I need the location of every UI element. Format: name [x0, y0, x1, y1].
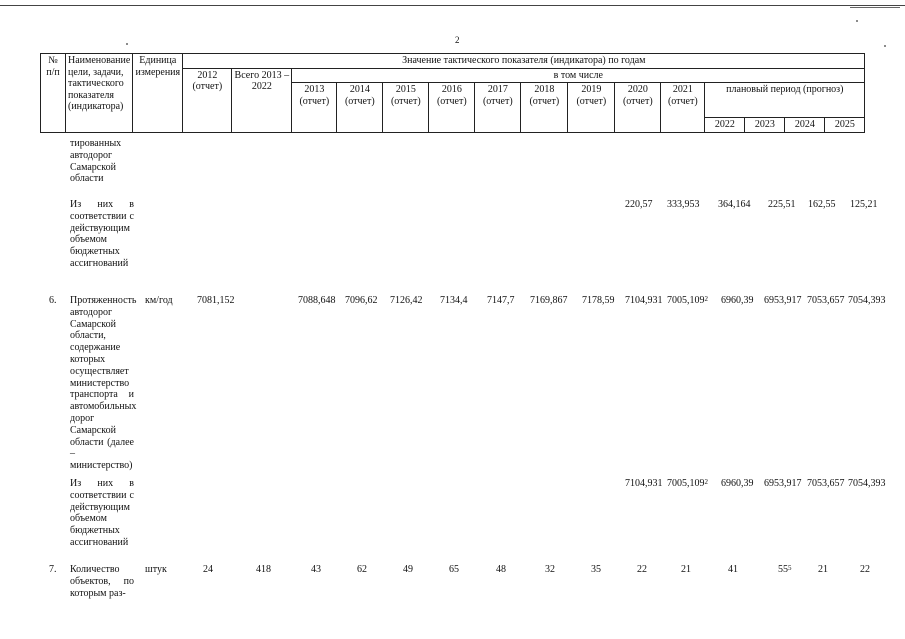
cell-2023: 225,51	[768, 199, 796, 210]
cell-2017: 7147,7	[487, 295, 515, 306]
cell-2023: 6953,917	[764, 478, 802, 489]
cell-2012: 7081,152	[197, 295, 235, 306]
header-plan-2022: 2022	[705, 118, 745, 133]
header-year-2021: 2021 (отчет)	[661, 83, 705, 133]
header-table	[40, 53, 865, 133]
cell-2019: 7178,59	[582, 295, 615, 306]
cell-2024: 21	[818, 564, 828, 575]
header-group: Значение тактического показателя (индикатора) по годам	[183, 54, 865, 69]
row-number: 6.	[49, 295, 57, 306]
cell-2012: 24	[203, 564, 213, 575]
cell-2020: 22	[637, 564, 647, 575]
cell-2013: 43	[311, 564, 321, 575]
cell-2025: 7054,393	[848, 478, 886, 489]
cell-2018: 32	[545, 564, 555, 575]
cell-2021-value: 7005,109	[667, 295, 705, 306]
cell-2021: 21	[681, 564, 691, 575]
cell-2017: 48	[496, 564, 506, 575]
row-name: Количество объектов, по которым раз-	[70, 564, 134, 599]
cell-2020: 7104,931	[625, 295, 663, 306]
cell-2024: 7053,657	[807, 478, 845, 489]
header-plan: плановый период (прогноз)	[705, 83, 865, 118]
header-year-2018: 2018 (отчет)	[521, 83, 568, 133]
header-year-2016: 2016 (отчет)	[429, 83, 475, 133]
cell-2023-value: 55	[778, 564, 788, 575]
cell-2021-value: 7005,109	[667, 478, 705, 489]
header-plan-2023: 2023	[745, 118, 785, 133]
header-plan-2025: 2025	[825, 118, 865, 133]
cell-2023: 6953,917	[764, 295, 802, 306]
cell-2022: 364,164	[718, 199, 751, 210]
cell-2013: 7088,648	[298, 295, 336, 306]
scan-speck	[884, 45, 886, 47]
cell-2022: 6960,39	[721, 478, 754, 489]
scan-speck	[126, 43, 128, 45]
cell-2025: 22	[860, 564, 870, 575]
cell-2023	[778, 564, 792, 576]
cell-2022: 6960,39	[721, 295, 754, 306]
cell-2025: 7054,393	[848, 295, 886, 306]
row-unit: штук	[145, 564, 167, 575]
header-year-2013: 2013 (отчет)	[292, 83, 337, 133]
cell-2014: 62	[357, 564, 367, 575]
cell-2021	[667, 295, 708, 307]
row-name: Из них в соответствии с действующим объемом бюджетных ассигнований	[70, 199, 134, 269]
cell-2015: 49	[403, 564, 413, 575]
header-col-no: № п/п	[41, 54, 66, 133]
row-name: Из них в соответствии с действующим объемом бюджетных ассигнований	[70, 478, 134, 548]
header-2012: 2012 (отчет)	[183, 68, 232, 132]
cell-2020: 220,57	[625, 199, 653, 210]
header-col-unit: Единица измерения	[133, 54, 183, 133]
header-total: Всего 2013 – 2022	[232, 68, 292, 132]
header-table-wrap	[40, 53, 865, 133]
cell-2016: 7134,4	[440, 295, 468, 306]
cell-2018: 7169,867	[530, 295, 568, 306]
footnote-mark: 2	[704, 295, 708, 303]
cell-2025: 125,21	[850, 199, 878, 210]
page-number: 2	[455, 35, 460, 45]
top-rule-right	[850, 7, 900, 8]
cell-2024: 162,55	[808, 199, 836, 210]
cell-total: 418	[256, 564, 271, 575]
cell-2024: 7053,657	[807, 295, 845, 306]
header-year-2014: 2014 (отчет)	[337, 83, 383, 133]
cell-2019: 35	[591, 564, 601, 575]
header-col-name: Наименование цели, задачи, тактического показателя (индикатора)	[66, 54, 133, 133]
cell-2014: 7096,62	[345, 295, 378, 306]
cell-2021: 333,953	[667, 199, 700, 210]
row-unit: км/год	[145, 295, 173, 306]
row-number: 7.	[49, 564, 57, 575]
row-name: Протяженность автодорог Самарской области, содержание которых осуществляет министерство транспорта и автомобильных дорог Самарской области (далее – министерство)	[70, 295, 137, 472]
row-name: тированных автодорог Самарской области	[70, 138, 122, 185]
header-year-2019: 2019 (отчет)	[568, 83, 615, 133]
cell-2021	[667, 478, 708, 490]
header-year-2017: 2017 (отчет)	[475, 83, 521, 133]
top-rule	[0, 5, 905, 6]
cell-2022: 41	[728, 564, 738, 575]
cell-2015: 7126,42	[390, 295, 423, 306]
header-plan-2024: 2024	[785, 118, 825, 133]
footnote-mark: 2	[704, 478, 708, 486]
scan-speck	[856, 20, 858, 22]
header-year-2015: 2015 (отчет)	[383, 83, 429, 133]
footnote-mark: 5	[788, 564, 792, 572]
cell-2016: 65	[449, 564, 459, 575]
header-subgroup: в том числе	[292, 68, 865, 83]
cell-2020: 7104,931	[625, 478, 663, 489]
header-year-2020: 2020 (отчет)	[615, 83, 661, 133]
